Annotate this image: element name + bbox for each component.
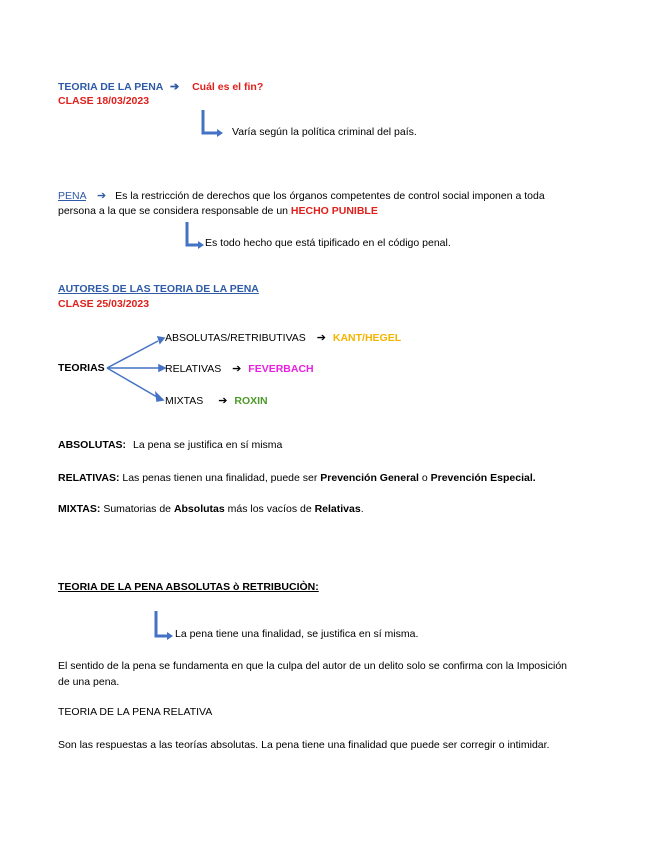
pena-subnote: Es todo hecho que está tipificado en el código penal. [205,237,451,249]
header-class-date: CLASE 18/03/2023 [58,95,150,107]
elbow-arrow-1 [203,110,223,137]
pena-line-2 [58,205,378,217]
autores-class-date: CLASE 25/03/2023 [58,298,150,310]
definition-relativas: RELATIVAS: Las penas tienen una finalidad, puede ser Prevención General o Prevención Especial. [58,472,536,484]
elbow-arrow-3 [156,611,173,640]
tree-branch-mixtas [165,394,268,407]
header-question: Cuál es el fin? [192,81,264,93]
branch-author: ROXIN [234,395,268,407]
branch-arrow-icon: ➔ [316,332,326,344]
pena-term: PENA [58,190,87,202]
branch-author: KANT/HEGEL [332,332,402,344]
branch-label: ABSOLUTAS/RETRIBUTIVAS [165,332,306,344]
branch-arrow-icon: ➔ [232,363,242,375]
branch-arrow-icon: ➔ [218,395,228,407]
elbow-arrow-2 [187,222,204,249]
relativa-heading: TEORIA DE LA PENA RELATIVA [58,706,213,718]
definition-mixtas: MIXTAS: Sumatorias de Absolutas más los vacíos de Relativas. [58,503,364,515]
tree-branch-relativas [165,362,314,375]
pena-definition-1: Es la restricción de derechos que los órganos competentes de control social imponen a toda [115,190,545,202]
header-line [58,80,263,93]
tree-root-label: TEORIAS [58,362,105,374]
header-arrow-icon: ➔ [169,81,180,93]
branch-author: FEVERBACH [248,363,314,375]
pena-line-1 [58,189,545,202]
section2-paragraph: El sentido de la pena se fundamenta en que la culpa del autor de un delito solo se confirma con la Imposición de una pena. [58,660,567,688]
branch-label: RELATIVAS [165,363,222,375]
definition-absolutas: ABSOLUTAS: La pena se justifica en sí misma [58,439,283,451]
pena-definition-2: persona a la que se considera responsable de un [58,205,288,217]
header-note: Varía según la política criminal del país. [232,126,417,138]
relativa-paragraph: Son las respuestas a las teorías absolutas. La pena tiene una finalidad que puede ser corregir o intimidar. [58,739,550,751]
tree-connector [107,337,165,401]
section2-note: La pena tiene una finalidad, se justifica en sí misma. [175,628,419,640]
tree-branch-absolutas [165,331,401,344]
pena-highlight: HECHO PUNIBLE [290,205,378,217]
section2-heading: TEORIA DE LA PENA ABSOLUTAS ò RETRIBUCIÒN: [58,581,319,593]
pena-arrow-icon: ➔ [96,190,107,202]
header-title: TEORIA DE LA PENA [58,81,164,93]
autores-heading: AUTORES DE LAS TEORIA DE LA PENA [58,283,259,295]
branch-label: MIXTAS [165,395,204,407]
